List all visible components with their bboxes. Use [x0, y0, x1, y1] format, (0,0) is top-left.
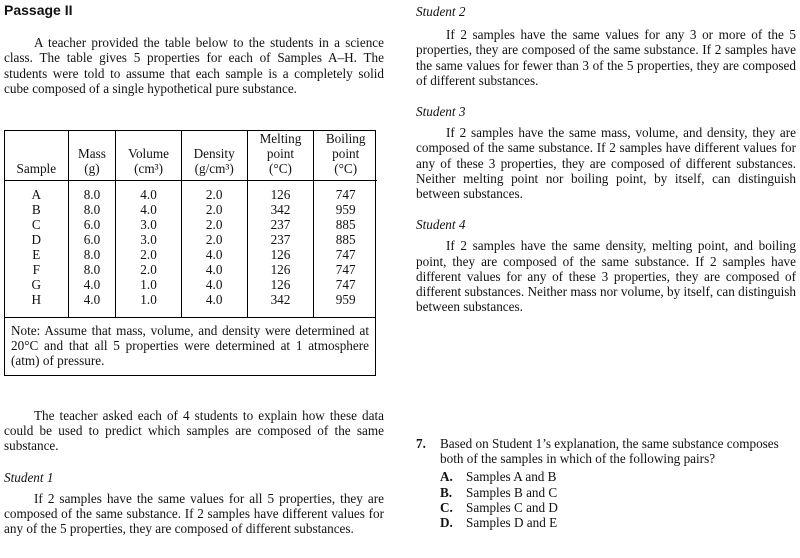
table-cell: 8.0 [68, 262, 116, 277]
table-cell: 4.0 [181, 247, 247, 262]
col-header-density: Density (g/cm³) [181, 131, 247, 181]
table-cell: 8.0 [68, 202, 116, 217]
table-note: Note: Assume that mass, volume, and density were determined at 20°C and that all 5 properties were determined at 1 atmosphere (atm) of pressure. [5, 317, 375, 375]
option-d[interactable]: D. Samples D and E [440, 515, 558, 531]
table-cell: 4.0 [181, 292, 247, 317]
col-header-mass: Mass (g) [68, 131, 116, 181]
table-cell: 4.0 [68, 277, 116, 292]
col-header-melting-point: Melting point (°C) [247, 131, 314, 181]
student-3-text: If 2 samples have the same mass, volume, and density, they are composed of the same substance. If 2 samples have different values for any of these 3 properties, they are composed of different substances. Neither melting point nor boiling point, by itself, can distinguish between substances. [416, 125, 796, 202]
right-column [416, 0, 796, 531]
table-cell: C [5, 217, 68, 232]
table-cell: 2.0 [181, 217, 247, 232]
table-cell: 1.0 [116, 292, 181, 317]
data-table-box [4, 130, 376, 376]
passage-title: Passage II [4, 2, 73, 18]
table-cell: 747 [335, 277, 356, 292]
table-row [5, 202, 377, 217]
table-row [5, 262, 377, 277]
col-header-sample: Sample [5, 131, 68, 181]
table-cell: 2.0 [116, 247, 181, 262]
option-c[interactable]: C. Samples C and D [440, 499, 558, 515]
question-text: Based on Student 1’s explanation, the same substance composes both of the samples in which of the following pairs? [440, 436, 779, 467]
option-a[interactable]: A. Samples A and B [440, 469, 557, 485]
table-cell: 342 [247, 202, 314, 217]
table-cell: 747 [335, 247, 356, 262]
student-4-text: If 2 samples have the same density, melting point, and boiling point, they are composed of the same substance. If 2 samples have different values for any of these 3 properties, they are composed of different substances. Neither mass nor volume, by itself, can distinguish between substances. [416, 238, 796, 315]
table-cell: A [5, 181, 68, 203]
table-cell: 959 [335, 292, 356, 307]
table-cell: 126 [247, 247, 314, 262]
col-header-boiling-point: Boiling point (°C) [314, 131, 377, 181]
student-2-text: If 2 samples have the same values for any 3 or more of the 5 properties, they are composed of the same substance. If 2 samples have the same values for fewer than 3 of the 5 properties, they are composed of different substances. [416, 27, 796, 88]
table-cell: 2.0 [181, 232, 247, 247]
table-row [5, 217, 377, 232]
table-row [5, 277, 377, 292]
table-cell: 6.0 [68, 217, 116, 232]
option-b[interactable]: B. Samples B and C [440, 484, 558, 500]
table-cell: 126 [247, 277, 314, 292]
table-cell: 4.0 [116, 202, 181, 217]
table-body [5, 181, 377, 318]
table-cell: 3.0 [116, 232, 181, 247]
table-cell: 1.0 [116, 277, 181, 292]
table-row [5, 247, 377, 262]
table-cell: 2.0 [181, 202, 247, 217]
table-cell: H [5, 292, 68, 317]
student-3-heading: Student 3 [416, 104, 466, 120]
table-row [5, 292, 377, 317]
student-2-heading: Student 2 [416, 4, 466, 19]
table-cell: 4.0 [68, 292, 116, 317]
table-cell: D [5, 232, 68, 247]
table-cell: 6.0 [68, 232, 116, 247]
table-cell: 885 [335, 217, 356, 232]
table-header-row [5, 131, 377, 181]
table-cell: 2.0 [116, 262, 181, 277]
answer-options [440, 469, 796, 530]
table-cell: 4.0 [181, 262, 247, 277]
table-cell: B [5, 202, 68, 217]
table-cell: 2.0 [181, 181, 247, 203]
student-1-text: If 2 samples have the same values for all 5 properties, they are composed of the same substance. If 2 samples have different values for any of the 5 properties, they are composed of different substances. [4, 490, 384, 537]
student-4-heading: Student 4 [416, 217, 466, 233]
question-number: 7. [416, 436, 426, 451]
table-cell: 126 [247, 181, 314, 203]
table-cell: 237 [247, 217, 314, 232]
teacher-prompt: The teacher asked each of 4 students to explain how these data could be used to predict which samples are composed of the same substance. [4, 408, 384, 454]
table-cell: 3.0 [116, 217, 181, 232]
table-row [5, 232, 377, 247]
table-cell: 885 [335, 232, 356, 247]
table-cell: 237 [247, 232, 314, 247]
question-7 [416, 436, 796, 530]
table-cell: 4.0 [116, 181, 181, 203]
table-cell: 342 [247, 292, 314, 317]
left-column [4, 0, 384, 96]
table-cell: E [5, 247, 68, 262]
table-cell: F [5, 262, 68, 277]
table-cell: G [5, 277, 68, 292]
intro-paragraph: A teacher provided the table below to the students in a science class. The table gives 5 properties for each of Samples A–H. The students were told to assume that each sample is a completely solid cube composed of a single hypothetical pure substance. [4, 35, 384, 96]
table-cell: 959 [335, 202, 356, 217]
table-cell: 747 [335, 187, 356, 202]
col-header-volume: Volume (cm³) [116, 131, 181, 181]
table-cell: 126 [247, 262, 314, 277]
table-cell: 4.0 [181, 277, 247, 292]
table-cell: 747 [335, 262, 356, 277]
data-table [5, 131, 377, 317]
student-1-heading: Student 1 [4, 469, 54, 485]
left-lower [4, 408, 384, 536]
table-cell: 8.0 [68, 247, 116, 262]
table-cell: 8.0 [68, 181, 116, 203]
table-row [5, 181, 377, 203]
